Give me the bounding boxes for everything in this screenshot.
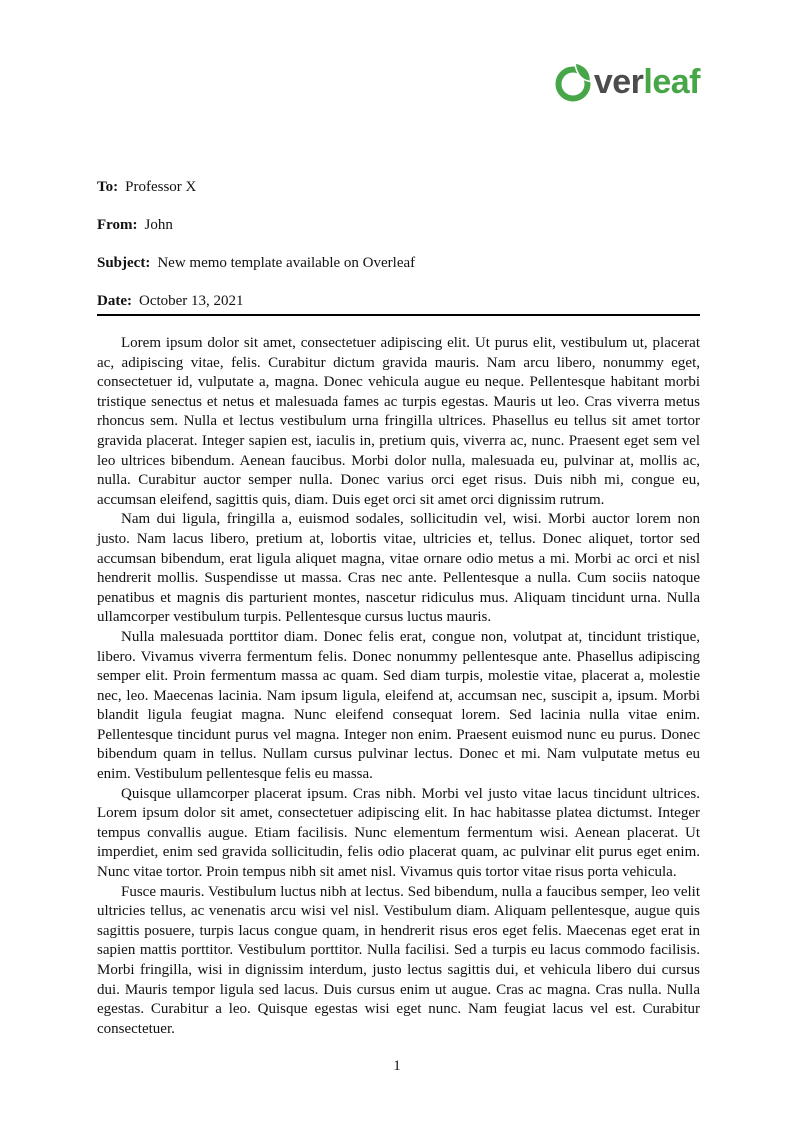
memo-body <box>97 334 700 1039</box>
body-paragraph-5: Fusce mauris. Vestibulum luctus nibh at lectus. Sed bibendum, nulla a faucibus semper, leo velit ultricies tellus, ac venenatis arcu wisi vel nisl. Vestibulum diam. Aliquam pellentesque, augue quis sagittis posuere, turpis lacus congue quam, in hendrerit risus eros eget felis. Maecenas eget erat in sapien mattis porttitor. Vestibulum porttitor. Nulla facilisi. Sed a turpis eu lacus commodo facilisis. Morbi fringilla, wisi in dignissim interdum, justo lectus sagittis dui, et vehicula libero dui cursus dui. Mauris tempor ligula sed lacus. Duis cursus enim ut augue. Cras ac magna. Cras nulla. Nulla egestas. Curabitur a leo. Quisque egestas wisi eget nunc. Nam feugiat lacus vel est. Curabitur consectetuer. <box>97 883 700 1037</box>
body-paragraph-2: Nam dui ligula, fringilla a, euismod sodales, sollicitudin vel, wisi. Morbi auctor lorem non justo. Nam lacus libero, pretium at, lobortis vitae, ultricies et, tellus. Donec aliquet, tortor sed accumsan bibendum, erat ligula aliquet magna, vitae ornare odio metus a mi. Morbi ac orci et nisl hendrerit mollis. Suspendisse ut massa. Cras nec ante. Pellentesque a nulla. Cum sociis natoque penatibus et magnis dis parturient montes, nascetur ridiculus mus. Aliquam tincidunt urna. Nulla ullamcorper vestibulum turpis. Pellentesque cursus luctus mauris. <box>97 511 700 626</box>
memo-field-subject <box>97 254 700 273</box>
memo-header <box>97 178 700 311</box>
overleaf-leaf-icon <box>554 62 592 102</box>
memo-field-date <box>97 292 700 311</box>
memo-field-from-value: John <box>144 217 173 233</box>
divider-rule <box>97 314 700 316</box>
body-paragraph-3: Nulla malesuada porttitor diam. Donec felis erat, congue non, volutpat at, tincidunt tristique, libero. Vivamus viverra fermentum felis. Donec nonummy pellentesque ante. Phasellus adipiscing semper elit. Proin fermentum massa ac quam. Sed diam turpis, molestie vitae, placerat a, molestie nec, leo. Maecenas lacinia. Nam ipsum ligula, eleifend at, accumsan nec, suscipit a, ipsum. Morbi blandit ligula feugiat magna. Nunc eleifend consequat lorem. Sed lacinia nulla vitae enim. Pellentesque tincidunt purus vel magna. Integer non enim. Praesent euismod nunc eu purus. Donec bibendum quam in tellus. Nullam cursus pulvinar lectus. Donec et mi. Nam vulputate metus eu enim. Vestibulum pellentesque felis eu massa. <box>97 628 700 783</box>
memo-field-to-value: Professor X <box>125 179 197 195</box>
memo-field-date-label: Date: <box>97 293 132 309</box>
body-paragraph-4: Quisque ullamcorper placerat ipsum. Cras nibh. Morbi vel justo vitae lacus tincidunt ultrices. Lorem ipsum dolor sit amet, consectetuer adipiscing elit. In hac habitasse platea dictumst. Integer tempus convallis augue. Etiam facilisis. Nunc elementum fermentum wisi. Aenean placerat. Ut imperdiet, enim sed gravida sollicitudin, felis odio placerat quam, ac pulvinar elit purus eget enim. Nunc vitae tortor. Proin tempus nibh sit amet nisl. Vivamus quis tortor vitae risus porta vehicula. <box>97 785 700 881</box>
overleaf-logo <box>554 62 700 102</box>
memo-field-subject-label: Subject: <box>97 255 151 271</box>
logo-text-over: ver <box>593 63 644 101</box>
memo-field-from <box>97 216 700 235</box>
memo-field-from-label: From: <box>97 217 138 233</box>
memo-field-to-label: To: <box>97 179 119 195</box>
memo-field-date-value: October 13, 2021 <box>138 293 244 309</box>
memo-field-to <box>97 178 700 197</box>
body-paragraph-1: Lorem ipsum dolor sit amet, consectetuer adipiscing elit. Ut purus elit, vestibulum ut, placerat ac, adipiscing vitae, felis. Curabitur dictum gravida mauris. Nam arcu libero, nonummy eget, consectetuer id, vulputate a, magna. Donec vehicula augue eu neque. Pellentesque habitant morbi tristique senectus et netus et malesuada fames ac turpis egestas. Mauris ut leo. Cras viverra metus rhoncus sem. Nulla et lectus vestibulum urna fringilla ultrices. Phasellus eu tellus sit amet tortor gravida placerat. Integer sapien est, iaculis in, pretium quis, viverra ac, nunc. Praesent eget sem vel leo ultrices bibendum. Aenean faucibus. Morbi dolor nulla, malesuada eu, pulvinar at, mollis ac, nulla. Curabitur auctor semper nulla. Donec varius orci eget risus. Duis nibh mi, congue eu, accumsan eleifend, sagittis quis, diam. Duis eget orci sit amet orci dignissim rutrum. <box>97 335 700 508</box>
logo-text-leaf: leaf <box>643 63 700 101</box>
memo-field-subject-value: New memo template available on Overleaf <box>157 255 416 271</box>
page-number: 1 <box>393 1058 401 1074</box>
